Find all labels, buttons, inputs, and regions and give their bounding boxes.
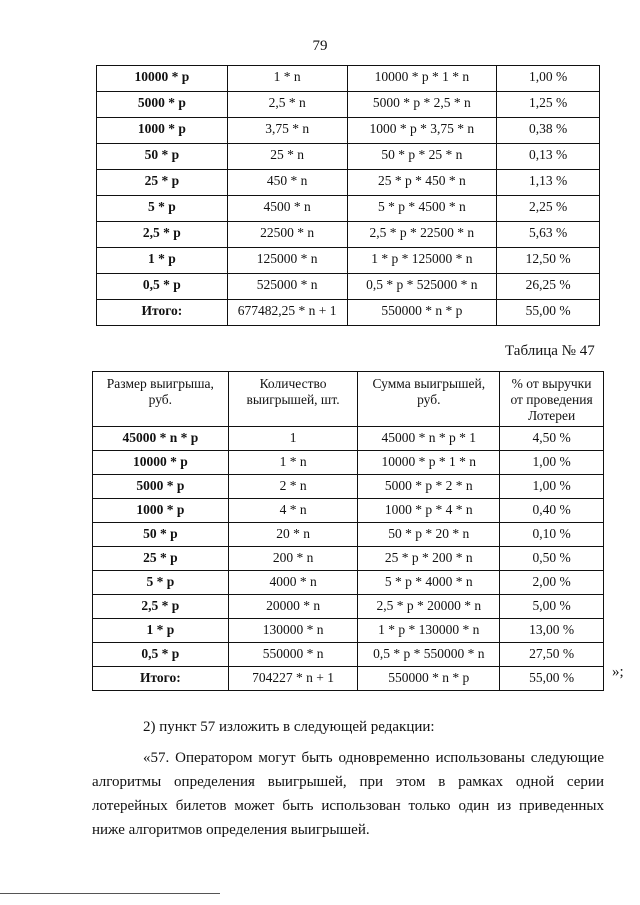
table-cell: 20000 * n: [228, 595, 358, 619]
table-row: [97, 274, 600, 300]
table-caption: Таблица № 47: [505, 343, 595, 359]
table-cell: 0,5 * p: [93, 643, 229, 667]
table-cell: 125000 * n: [227, 248, 347, 274]
paragraph-clause-57: «57. Оператором могут быть одновременно использованы следующие алгоритмы определения выигрышей, при этом в рамках одной серии лотерейных билетов может быть использован только один из приведенных ниже алгоритмов определения выигрышей.: [92, 750, 604, 838]
table-cell: 550000 * n: [228, 643, 358, 667]
table-cell: 50 * p * 25 * n: [347, 144, 497, 170]
table-row: [93, 547, 604, 571]
table-cell: 22500 * n: [227, 222, 347, 248]
table-cell: 4000 * n: [228, 571, 358, 595]
table-cell: 55,00 %: [497, 300, 600, 326]
table-cell: Итого:: [93, 667, 229, 691]
table-cell: 1 * p * 125000 * n: [347, 248, 497, 274]
prize-table-47: [92, 371, 604, 691]
table-cell: 10000 * p: [97, 66, 228, 92]
table-cell: 2 * n: [228, 475, 358, 499]
table-row: [93, 619, 604, 643]
table-cell: 0,13 %: [497, 144, 600, 170]
table-cell: 2,25 %: [497, 196, 600, 222]
table-cell: 1,00 %: [500, 451, 604, 475]
table-cell: 26,25 %: [497, 274, 600, 300]
table-cell: 704227 * n + 1: [228, 667, 358, 691]
table-cell: Итого:: [97, 300, 228, 326]
table-cell: 5 * p * 4000 * n: [358, 571, 500, 595]
table-cell: 677482,25 * n + 1: [227, 300, 347, 326]
table-cell: 2,5 * p * 20000 * n: [358, 595, 500, 619]
table-cell: 5 * p: [97, 196, 228, 222]
table-cell: 1 * p * 130000 * n: [358, 619, 500, 643]
table-cell: 0,5 * p * 550000 * n: [358, 643, 500, 667]
header-prize-size: Размер выигрыша, руб.: [93, 372, 229, 427]
table-row: [97, 66, 600, 92]
table-cell: 1000 * p * 4 * n: [358, 499, 500, 523]
table-row: [97, 170, 600, 196]
table-row: [93, 499, 604, 523]
table-cell: 5 * p: [93, 571, 229, 595]
header-revenue-percent: % от выручки от проведения Лотереи: [500, 372, 604, 427]
table-cell: 1000 * p: [97, 118, 228, 144]
table-row: [93, 427, 604, 451]
table-cell: 1 * p: [93, 619, 229, 643]
table-row: [97, 222, 600, 248]
paragraph-amendment: 2) пункт 57 изложить в следующей редакции:: [143, 719, 435, 735]
table-row: [97, 92, 600, 118]
table-cell: 2,5 * p: [97, 222, 228, 248]
table-row: [93, 571, 604, 595]
table-cell: 10000 * p: [93, 451, 229, 475]
table-cell: 525000 * n: [227, 274, 347, 300]
table-cell: 13,00 %: [500, 619, 604, 643]
table-cell: 5 * p * 4500 * n: [347, 196, 497, 222]
table-cell: 2,5 * p: [93, 595, 229, 619]
table-total-row: [97, 300, 600, 326]
table-cell: 1000 * p: [93, 499, 229, 523]
page-number: 79: [312, 38, 328, 54]
table-cell: 5000 * p * 2 * n: [358, 475, 500, 499]
table-row: [93, 451, 604, 475]
footer-divider: [0, 893, 220, 894]
table-cell: 550000 * n * p: [347, 300, 497, 326]
table-cell: 25 * p: [93, 547, 229, 571]
table-cell: 0,40 %: [500, 499, 604, 523]
table-cell: 20 * n: [228, 523, 358, 547]
table-cell: 450 * n: [227, 170, 347, 196]
table-cell: 0,10 %: [500, 523, 604, 547]
table-cell: 1,13 %: [497, 170, 600, 196]
table-cell: 1 * p: [97, 248, 228, 274]
prize-table-continued: [96, 65, 600, 326]
table-cell: 5,00 %: [500, 595, 604, 619]
table-cell: 0,5 * p * 525000 * n: [347, 274, 497, 300]
table-cell: 27,50 %: [500, 643, 604, 667]
table-cell: 5000 * p * 2,5 * n: [347, 92, 497, 118]
table-cell: 3,75 * n: [227, 118, 347, 144]
table-header-row: [93, 372, 604, 427]
table-row: [93, 475, 604, 499]
table-cell: 50 * p: [97, 144, 228, 170]
table-row: [93, 643, 604, 667]
table-cell: 25 * p * 450 * n: [347, 170, 497, 196]
table-cell: 50 * p: [93, 523, 229, 547]
header-prize-count: Количество выигрышей, шт.: [228, 372, 358, 427]
table-cell: 1,00 %: [497, 66, 600, 92]
table-cell: 12,50 %: [497, 248, 600, 274]
table-cell: 130000 * n: [228, 619, 358, 643]
table-cell: 200 * n: [228, 547, 358, 571]
closing-quote-mark: »;: [612, 664, 624, 680]
table-cell: 1: [228, 427, 358, 451]
table-cell: 1 * n: [227, 66, 347, 92]
table-row: [93, 523, 604, 547]
table-total-row: [93, 667, 604, 691]
table-row: [97, 248, 600, 274]
prize-table-47-body: [93, 427, 604, 691]
table-cell: 45000 * n * p: [93, 427, 229, 451]
table-cell: 10000 * p * 1 * n: [358, 451, 500, 475]
table-cell: 5000 * p: [97, 92, 228, 118]
table-cell: 0,38 %: [497, 118, 600, 144]
table-cell: 1 * n: [228, 451, 358, 475]
table-cell: 1,00 %: [500, 475, 604, 499]
table-cell: 2,00 %: [500, 571, 604, 595]
table-cell: 5000 * p: [93, 475, 229, 499]
table-cell: 550000 * n * p: [358, 667, 500, 691]
table-cell: 4500 * n: [227, 196, 347, 222]
table-row: [97, 196, 600, 222]
table-cell: 5,63 %: [497, 222, 600, 248]
table-cell: 25 * p * 200 * n: [358, 547, 500, 571]
table-cell: 2,5 * n: [227, 92, 347, 118]
table-cell: 45000 * n * p * 1: [358, 427, 500, 451]
table-row: [97, 144, 600, 170]
header-prize-sum: Сумма выигрышей, руб.: [358, 372, 500, 427]
table-row: [97, 118, 600, 144]
table-cell: 25 * p: [97, 170, 228, 196]
table-cell: 4,50 %: [500, 427, 604, 451]
table-cell: 4 * n: [228, 499, 358, 523]
prize-table-continued-body: [97, 66, 600, 326]
table-cell: 2,5 * p * 22500 * n: [347, 222, 497, 248]
table-cell: 1,25 %: [497, 92, 600, 118]
table-cell: 0,5 * p: [97, 274, 228, 300]
table-cell: 50 * p * 20 * n: [358, 523, 500, 547]
table-cell: 1000 * p * 3,75 * n: [347, 118, 497, 144]
table-cell: 55,00 %: [500, 667, 604, 691]
table-cell: 0,50 %: [500, 547, 604, 571]
table-cell: 25 * n: [227, 144, 347, 170]
table-row: [93, 595, 604, 619]
table-cell: 10000 * p * 1 * n: [347, 66, 497, 92]
